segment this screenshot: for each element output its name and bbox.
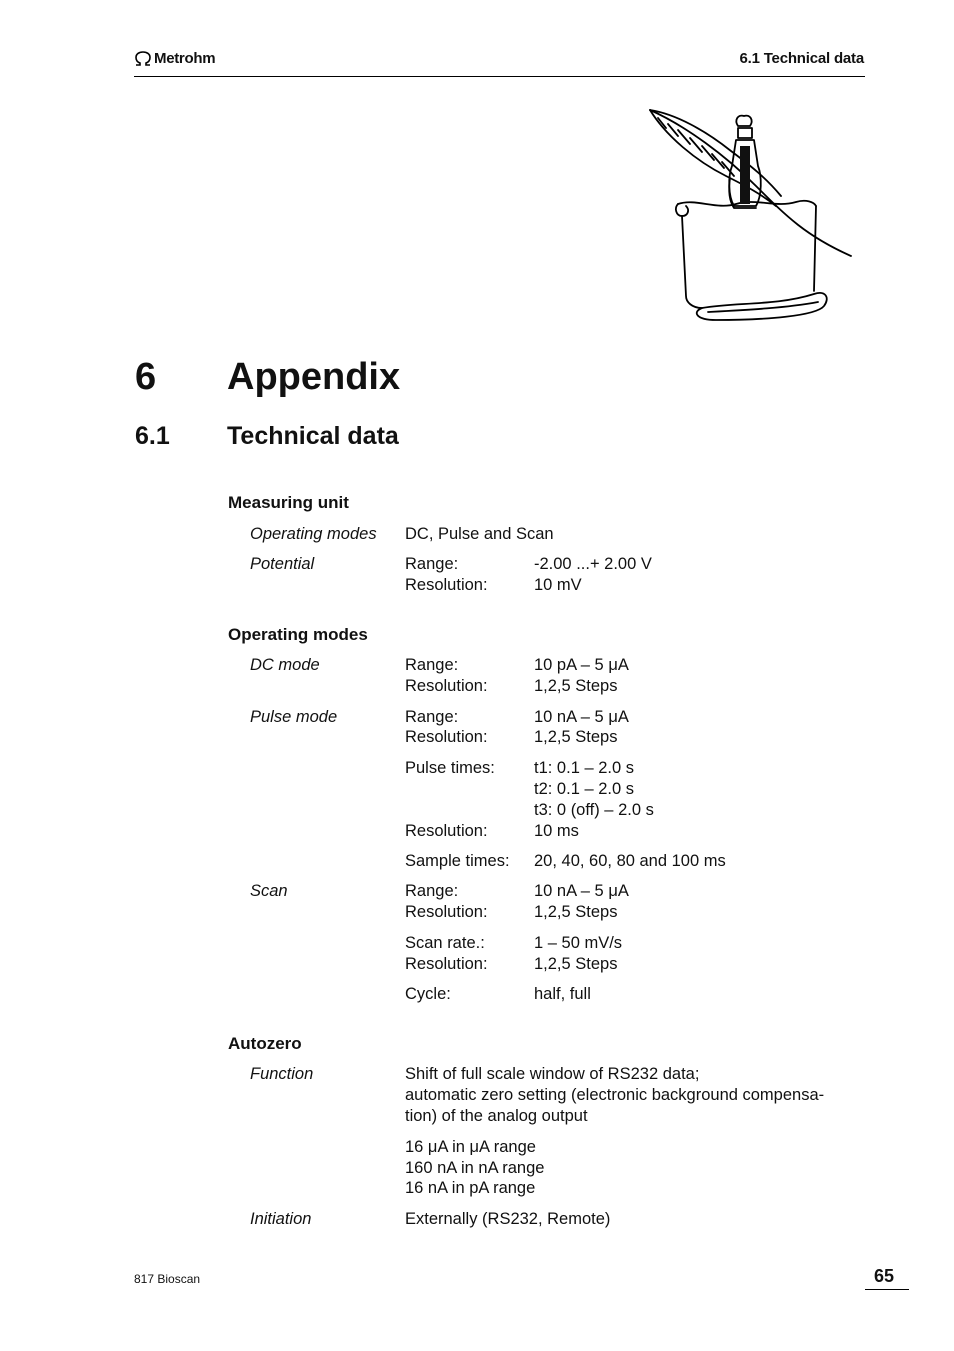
function-line-3: tion) of the analog output xyxy=(405,1107,588,1125)
dc-mode-label: DC mode xyxy=(250,656,320,674)
dc-range-key: Range: xyxy=(405,656,459,674)
scan-rate-resolution-value: 1,2,5 Steps xyxy=(534,955,618,973)
cycle-value: half, full xyxy=(534,985,591,1003)
pulse-mode-label: Pulse mode xyxy=(250,708,338,726)
pulse-times-resolution-key: Resolution: xyxy=(405,822,488,840)
scan-rate-value: 1 – 50 mV/s xyxy=(534,934,623,952)
scan-resolution-key: Resolution: xyxy=(405,903,488,921)
footer-divider xyxy=(865,1289,909,1290)
pulse-resolution-value: 1,2,5 Steps xyxy=(534,728,618,746)
pulse-range-value: 10 nA – 5 μA xyxy=(534,708,629,726)
scan-range-key: Range: xyxy=(405,882,459,900)
header-divider xyxy=(134,76,865,77)
quill-scroll-illustration xyxy=(646,106,858,326)
measuring-unit-title: Measuring unit xyxy=(228,493,349,512)
initiation-value: Externally (RS232, Remote) xyxy=(405,1210,611,1228)
autozero-title: Autozero xyxy=(228,1034,302,1053)
potential-label: Potential xyxy=(250,555,315,573)
section-title: Technical data xyxy=(227,422,399,450)
pulse-t3-value: t3: 0 (off) – 2.0 s xyxy=(534,801,654,819)
dc-range-value: 10 pA – 5 μA xyxy=(534,656,629,674)
scan-resolution-value: 1,2,5 Steps xyxy=(534,903,618,921)
function-line-1: Shift of full scale window of RS232 data; xyxy=(405,1065,700,1083)
dc-resolution-key: Resolution: xyxy=(405,677,488,695)
section-number: 6.1 xyxy=(135,422,170,450)
sample-times-key: Sample times: xyxy=(405,852,510,870)
autozero-range-line-1: 16 μA in μA range xyxy=(405,1138,536,1156)
autozero-range-line-2: 160 nA in nA range xyxy=(405,1159,545,1177)
operating-modes-value: DC, Pulse and Scan xyxy=(405,525,554,543)
function-label: Function xyxy=(250,1065,314,1083)
initiation-label: Initiation xyxy=(250,1210,312,1228)
cycle-key: Cycle: xyxy=(405,985,451,1003)
footer-product-name: 817 Bioscan xyxy=(134,1272,201,1286)
brand-logo xyxy=(134,50,215,67)
scan-label: Scan xyxy=(250,882,288,900)
pulse-range-key: Range: xyxy=(405,708,459,726)
header-section-title: 6.1 Technical data xyxy=(739,50,864,67)
brand-name: Metrohm xyxy=(154,50,216,67)
dc-resolution-value: 1,2,5 Steps xyxy=(534,677,618,695)
omega-logo-icon xyxy=(134,51,152,67)
chapter-heading xyxy=(135,356,400,399)
pulse-t1-value: t1: 0.1 – 2.0 s xyxy=(534,759,634,777)
section-heading xyxy=(135,422,399,451)
chapter-title: Appendix xyxy=(227,356,401,398)
potential-resolution-value: 10 mV xyxy=(534,576,582,594)
pulse-times-resolution-value: 10 ms xyxy=(534,822,579,840)
potential-range-key: Range: xyxy=(405,555,459,573)
potential-range-value: -2.00 ...+ 2.00 V xyxy=(534,555,652,573)
page-number: 65 xyxy=(874,1266,895,1286)
scan-rate-resolution-key: Resolution: xyxy=(405,955,488,973)
scan-rate-key: Scan rate.: xyxy=(405,934,485,952)
pulse-times-key: Pulse times: xyxy=(405,759,495,777)
sample-times-value: 20, 40, 60, 80 and 100 ms xyxy=(534,852,726,870)
pulse-resolution-key: Resolution: xyxy=(405,728,488,746)
pulse-t2-value: t2: 0.1 – 2.0 s xyxy=(534,780,634,798)
operating-modes-title: Operating modes xyxy=(228,625,368,644)
autozero-range-line-3: 16 nA in pA range xyxy=(405,1179,536,1197)
function-line-2: automatic zero setting (electronic background compensa- xyxy=(405,1086,825,1104)
operating-modes-label: Operating modes xyxy=(250,525,377,543)
chapter-number: 6 xyxy=(135,356,157,398)
potential-resolution-key: Resolution: xyxy=(405,576,488,594)
scan-range-value: 10 nA – 5 μA xyxy=(534,882,629,900)
